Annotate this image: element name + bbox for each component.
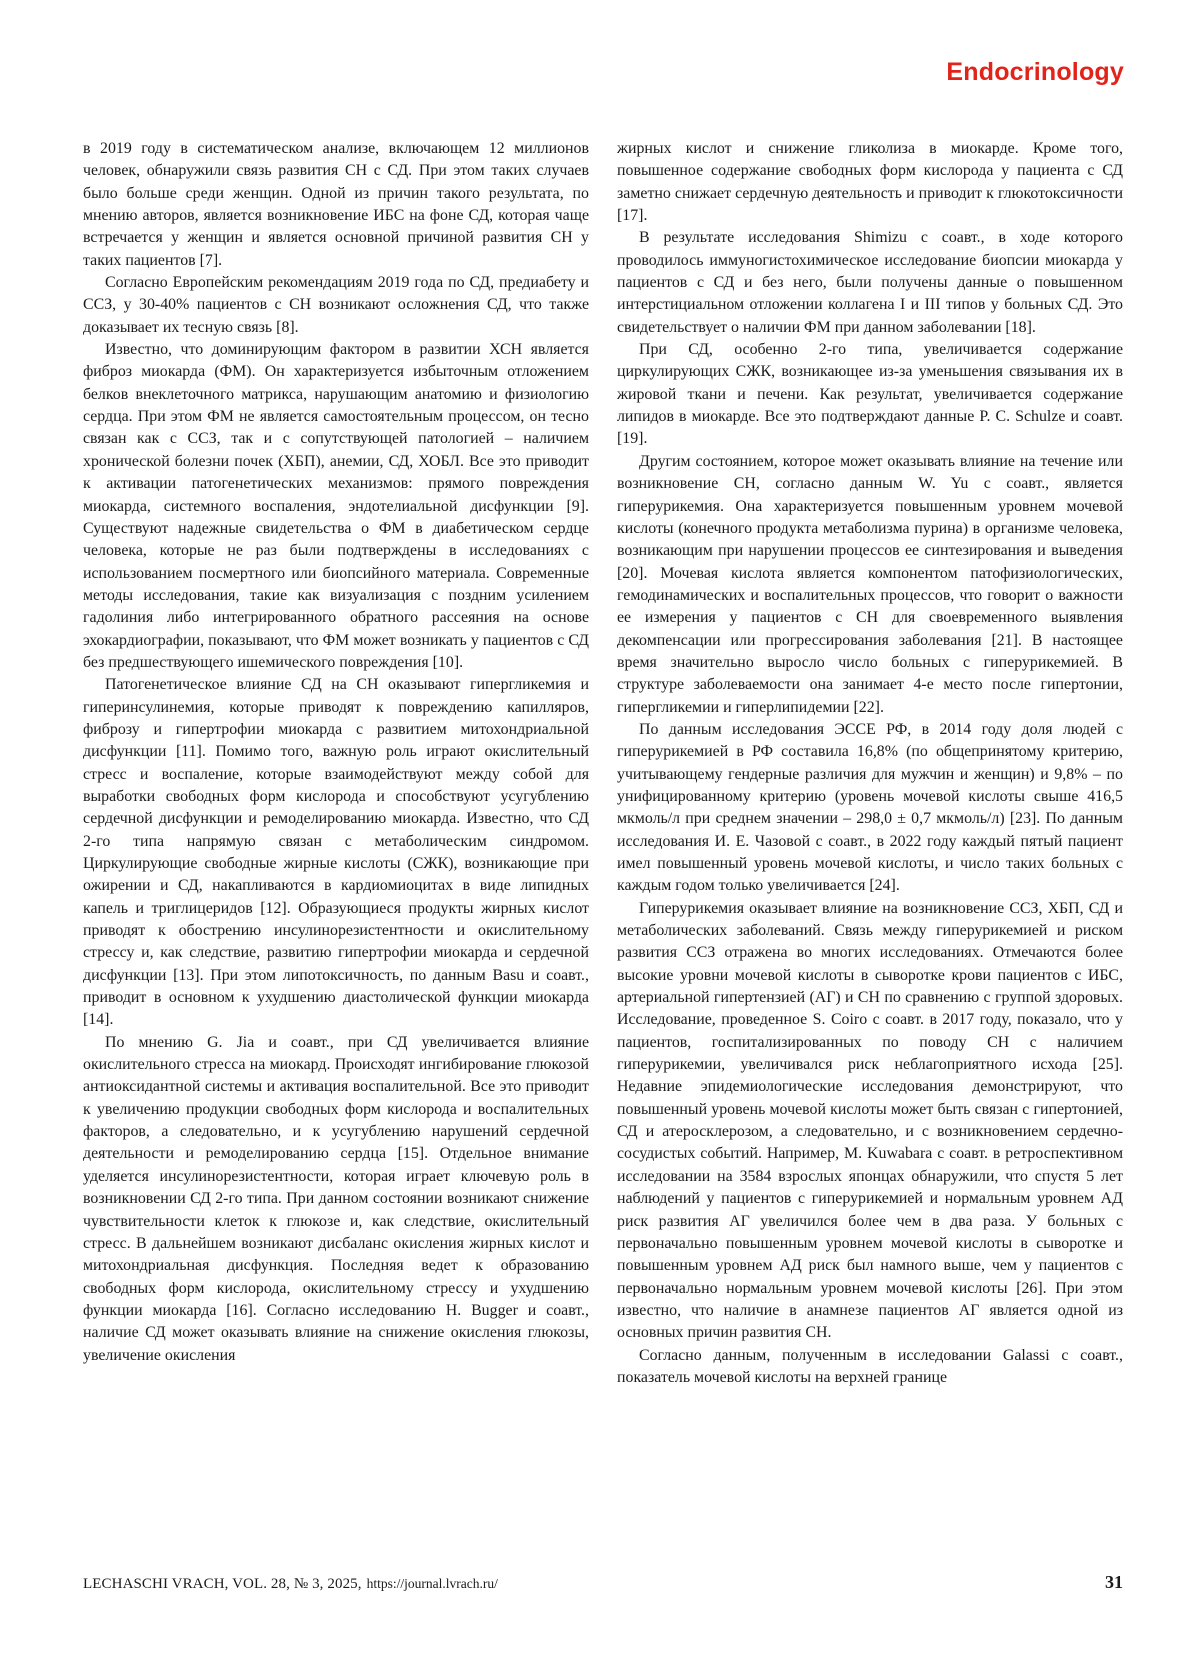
journal-url[interactable]: https://journal.lvrach.ru/ [366,1576,498,1591]
page-footer [83,1572,1123,1593]
paragraph: Согласно данным, полученным в исследовании Galassi с соавт., показатель мочевой кислоты на верхней границе [617,1346,1123,1386]
paragraph: По данным исследования ЭССЕ РФ, в 2014 году доля людей с гиперурикемией в РФ составила 16,8% (по общепринятому критерию, учитывающему гендерные различия для мужчин и женщин) и 9,8% – по унифицированному критерию (уровень мочевой кислоты свыше 416,5 мкмоль/л при среднем значении – 298,0 ± 0,7 мкмоль/л) [23]. По данным исследования И. Е. Чазовой с соавт., в 2022 году каждый пятый пациент имел повышенный уровень мочевой кислоты, и число таких больных с каждым годом только увеличивается [24]. [617,720,1123,895]
paragraph: жирных кислот и снижение гликолиза в миокарде. Кроме того, повышенное содержание свободных форм кислорода у пациента с СД заметно снижает сердечную деятельность и приводит к глюкотоксичности [17]. [617,140,1123,225]
paragraph: Согласно Европейским рекомендациям 2019 года по СД, предиабету и ССЗ, у 30-40% пациентов с СН возникают осложнения СД, что также доказывает их тесную связь [8]. [83,274,589,336]
paragraph: в 2019 году в систематическом анализе, включающем 12 миллионов человек, обнаружили связь развития СН с СД. При этом таких случаев было больше среди женщин. Одной из причин такого результата, по мнению авторов, является возникновение ИБС на фоне СД, которая чаще встречается у женщин и является основной причиной развития СН у таких пациентов [7]. [83,140,589,269]
paragraph: Патогенетическое влияние СД на СН оказывают гипергликемия и гиперинсулинемия, которые приводят к повреждению капилляров, фиброзу и гипертрофии миокарда с развитием митохондриальной дисфункции [11]. Помимо того, важную роль играют окислительный стресс и воспаление, которые взаимодействуют между собой для выработки свободных форм кислорода и способствуют усугублению сердечной дисфункции и ремоделированию миокарда. Известно, что СД 2-го типа напрямую связан с метаболическим синдромом. Циркулирующие свободные жирные кислоты (СЖК), возникающие при ожирении и СД, накапливаются в кардиомиоцитах в виде липидных капель и триглицеридов [12]. Образующиеся продукты жирных кислот приводят к обострению инсулинорезистентности и окислительному стрессу и, как следствие, развитию гипертрофии миокарда и сердечной дисфункции [13]. При этом липотоксичность, по данным Basu и соавт., приводит в основном к ухудшению диастолической функции миокарда [14]. [83,676,589,1029]
page-number: 31 [1105,1572,1123,1592]
paragraph: В результате исследования Shimizu с соавт., в ходе которого проводилось иммуногистохимическое исследование биопсии миокарда у пациентов с СД и без него, были получены данные о повышенном интерстициальном отложении коллагена I и III типов у больных СД. Это свидетельствует о наличии ФМ при данном заболевании [18]. [617,229,1123,336]
journal-citation [83,1576,498,1593]
left-column [83,138,589,1367]
paragraph: Другим состоянием, которое может оказывать влияние на течение или возникновение СН, согласно данным W. Yu с соавт., является гиперурикемия. Она характеризуется повышенным уровнем мочевой кислоты (конечного продукта метаболизма пурина) в организме человека, возникающим при нарушении процессов ее синтезирования и выведения [20]. Мочевая кислота является компонентом патофизиологических, гемодинамических и воспалительных процессов, что говорит о важности ее измерения у пациентов с СН для своевременного выявления декомпенсации или прогрессирования заболевания [21]. В настоящее время значительно выросло число больных с гиперурикемией. В структуре заболеваемости она занимает 4-е место после гипертонии, гипергликемии и гиперлипидемии [22]. [617,452,1123,716]
section-label: Endocrinology [946,58,1124,86]
journal-name: LECHASCHI VRACH, VOL. 28, № 3, 2025, [83,1576,362,1592]
right-column [617,138,1123,1389]
article-body [83,138,1123,1389]
paragraph: По мнению G. Jia и соавт., при СД увеличивается влияние окислительного стресса на миокард. Происходят ингибирование глюкозой антиоксидантной системы и активация воспалительной. Все это приводит к увеличению продукции свободных форм кислорода и воспалительных факторов, а следовательно, и к усугублению нарушений сердечной деятельности и ремоделированию сердца [15]. Отдельное внимание уделяется инсулинорезистентности, которая играет ключевую роль в возникновении СД 2-го типа. При данном состоянии возникают снижение чувствительности клеток к глюкозе и, как следствие, окислительный стресс. В дальнейшем возникают дисбаланс окисления жирных кислот и митохондриальная дисфункция. Последняя ведет к образованию свободных форм кислорода, окислительному стрессу и ухудшению функции миокарда [16]. Согласно исследованию H. Bugger и соавт., наличие СД может оказывать влияние на снижение окисления глюкозы, увеличение окисления [83,1033,589,1364]
paragraph: Известно, что доминирующим фактором в развитии ХСН является фиброз миокарда (ФМ). Он характеризуется избыточным отложением белков внеклеточного матрикса, нарушающим анатомию и физиологию сердца. При этом ФМ не является самостоятельным процессом, он тесно связан как с ССЗ, так и с сопутствующей патологией – наличием хронической болезни почек (ХБП), анемии, СД, ХОБЛ. Все это приводит к активации патогенетических механизмов: прямого повреждения миокарда, системного воспаления, эндотелиальной дисфункции [9]. Существуют надежные свидетельства о ФМ в диабетическом сердце человека, которые не раз были подтверждены в исследованиях с использованием посмертного или биопсийного материала. Современные методы исследования, такие как визуализация с поздним усилением гадолиния либо интегрированного обратного рассеяния на основе эхокардиографии, показывают, что ФМ может возникать у пациентов с СД без предшествующего ишемического повреждения [10]. [83,341,589,671]
paragraph: Гиперурикемия оказывает влияние на возникновение ССЗ, ХБП, СД и метаболических заболеваний. Связь между гиперурикемией и риском развития ССЗ отражена во многих исследованиях. Отмечаются более высокие уровни мочевой кислоты в сыворотке крови пациентов с ИБС, артериальной гипертензией (АГ) и СН по сравнению с группой здоровых. Исследование, проведенное S. Coiro с соавт. в 2017 году, показало, что у пациентов, госпитализированных по поводу СН с наличием гиперурикемии, увеличивался риск неблагоприятного исхода [25]. Недавние эпидемиологические исследования демонстрируют, что повышенный уровень мочевой кислоты может быть связан с гипертонией, СД и атеросклерозом, а следовательно, и с возникновением сердечно-сосудистых событий. Например, M. Kuwabara с соавт. в ретроспективном исследовании на 3584 взрослых японцах обнаружили, что спустя 5 лет наблюдений у пациентов с гиперурикемией и нормальным уровнем АД риск развития АГ увеличился более чем в два раза. У больных с первоначально повышенным уровнем мочевой кислоты в сыворотке и повышенным уровнем АД риск был намного выше, чем у пациентов с первоначально нормальным уровнем мочевой кислоты [26]. При этом известно, что наличие в анамнезе пациентов АГ является одной из основных причин развития СН. [617,899,1123,1342]
paragraph: При СД, особенно 2-го типа, увеличивается содержание циркулирующих СЖК, возникающее из-за уменьшения связывания их в жировой ткани и печени. Как результат, увеличивается содержание липидов в миокарде. Все это подтверждают данные P. C. Schulze и соавт. [19]. [617,341,1123,448]
